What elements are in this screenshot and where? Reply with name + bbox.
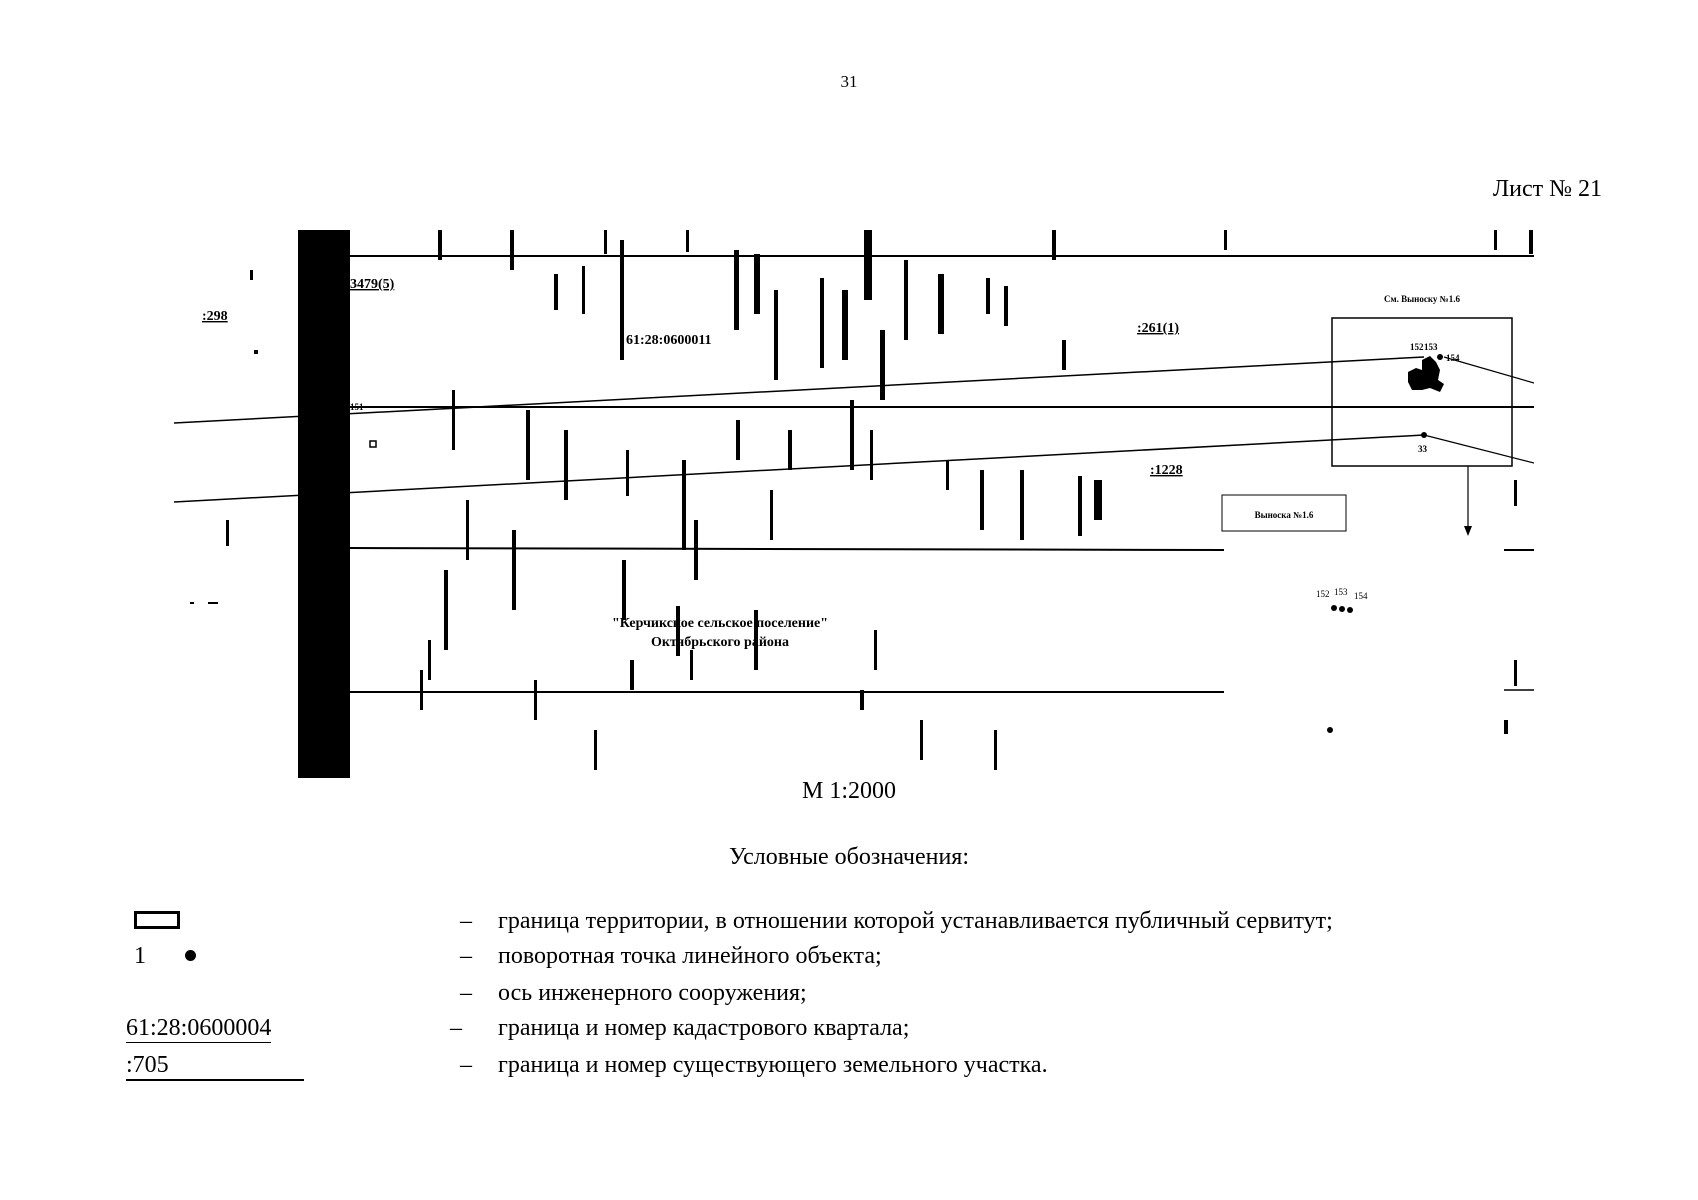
- map-dark-band: [298, 230, 350, 778]
- settlement-line-2: Октябрьского района: [651, 635, 789, 650]
- point-lower: [1327, 727, 1333, 733]
- small-point-label-153: 153: [1334, 587, 1348, 597]
- engineering-axis-1: [174, 357, 1424, 423]
- engineering-axis-2-tail: [1424, 435, 1534, 463]
- cadastral-map: [174, 230, 1534, 780]
- land-parcel-symbol: :705: [126, 1052, 304, 1081]
- parcel-label-298: :298: [202, 309, 228, 324]
- point-33: [1421, 432, 1427, 438]
- legend-dash: –: [460, 1052, 472, 1078]
- parcel-label-3479: 3479(5): [350, 277, 395, 292]
- legend-desc: поворотная точка линейного объекта;: [498, 943, 882, 969]
- point-label-154: 154: [1446, 353, 1460, 363]
- legend-dash: –: [460, 908, 472, 934]
- legend-dash: –: [460, 943, 472, 969]
- legend-item-cadastral-quarter: [0, 1015, 1698, 1049]
- legend-desc: граница и номер существующего земельного участка.: [498, 1052, 1048, 1078]
- quarter-label: 61:28:0600011: [626, 333, 712, 348]
- turning-point-symbol: [185, 950, 196, 961]
- page-number: 31: [840, 72, 858, 91]
- legend-dash: –: [460, 980, 472, 1006]
- cadastral-quarter-symbol: 61:28:0600004: [126, 1015, 272, 1041]
- boundary-line-lower: [350, 548, 1224, 550]
- point-label-151: 151: [350, 402, 364, 412]
- small-point-label-154: 154: [1354, 591, 1368, 601]
- legend-item-turning-point: [0, 943, 1698, 977]
- callout-arrow-head: [1464, 526, 1472, 536]
- legend-desc: граница территории, в отношении которой устанавливается публичный сервитут;: [498, 908, 1333, 934]
- marker-square: [370, 441, 376, 447]
- point-154: [1437, 354, 1443, 360]
- callout-ref-label: См. Выноску №1.6: [1384, 294, 1460, 304]
- point-label-152: 152: [1410, 342, 1424, 352]
- parcel-label-261: :261(1): [1137, 321, 1179, 336]
- easement-boundary-symbol: [134, 911, 180, 929]
- point-label-153: 153: [1424, 342, 1438, 352]
- legend-dash: –: [450, 1015, 462, 1041]
- sheet-label: Лист № 21: [1492, 176, 1602, 202]
- map-scale: М 1:2000: [801, 778, 896, 804]
- callout-blob: [1408, 356, 1444, 392]
- map-base-lines: [174, 230, 1534, 778]
- legend-item-easement-boundary: [0, 908, 1698, 942]
- callout-box-label: Выноска №1.6: [1254, 510, 1314, 520]
- legend-item-land-parcel: [0, 1052, 1698, 1086]
- point-label-33: 33: [1418, 444, 1427, 454]
- legend-desc: ось инженерного сооружения;: [498, 980, 807, 1006]
- legend-desc: граница и номер кадастрового квартала;: [498, 1015, 910, 1041]
- parcel-label-1228: :1228: [1150, 463, 1183, 478]
- point-small-152: [1331, 605, 1337, 611]
- legend-title: Условные обозначения:: [728, 844, 970, 870]
- small-point-label-152: 152: [1316, 589, 1330, 599]
- point-small-154: [1347, 607, 1353, 613]
- point-small-153: [1339, 606, 1345, 612]
- turning-point-number: 1: [134, 943, 146, 969]
- engineering-axis-2: [174, 435, 1424, 502]
- map-labels: [202, 277, 1460, 650]
- settlement-line-1: "Керчикское сельское поселение": [611, 616, 829, 631]
- legend-item-engineering-axis: [0, 980, 1698, 1014]
